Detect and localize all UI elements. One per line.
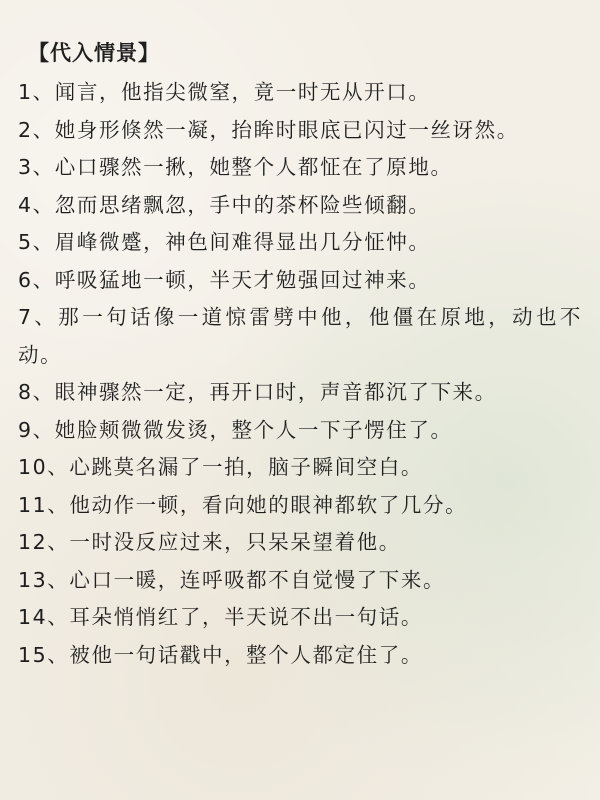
list-item: 5、眉峰微蹙，神色间难得显出几分怔忡。 (18, 230, 431, 254)
list-item: 9、她脸颊微微发烫，整个人一下子愣住了。 (18, 417, 453, 442)
list-item: 4、忽而思绪飘忽，手中的茶杯险些倾翻。 (18, 192, 431, 217)
list-item: 2、她身形倏然一凝，抬眸时眼底已闪过一丝讶然。 (18, 117, 519, 142)
phrase-list (18, 74, 582, 674)
list-item: 11、他动作一顿，看向她的眼神都软了几分。 (18, 492, 468, 517)
list-item: 13、心口一暖，连呼吸都不自觉慢了下来。 (18, 567, 446, 592)
list-item: 10、心跳莫名漏了一拍，脑子瞬间空白。 (18, 455, 423, 479)
list-item: 15、被他一句话戳中，整个人都定住了。 (18, 642, 423, 667)
list-item: 8、眼神骤然一定，再开口时，声音都沉了下来。 (18, 380, 497, 404)
list-item: 7、那一句话像一道惊雷劈中他，他僵在原地，动也不动。 (18, 305, 582, 367)
list-item: 12、一时没反应过来，只呆呆望着他。 (18, 530, 401, 554)
list-item: 14、耳朵悄悄红了，半天说不出一句话。 (18, 605, 423, 629)
list-item: 1、闻言，他指尖微窒，竟一时无从开口。 (18, 80, 431, 104)
list-item: 3、心口骤然一揪，她整个人都怔在了原地。 (18, 155, 453, 179)
section-heading: 【代入情景】 (28, 41, 160, 65)
list-item: 6、呼吸猛地一顿，半天才勉强回过神来。 (18, 267, 431, 292)
